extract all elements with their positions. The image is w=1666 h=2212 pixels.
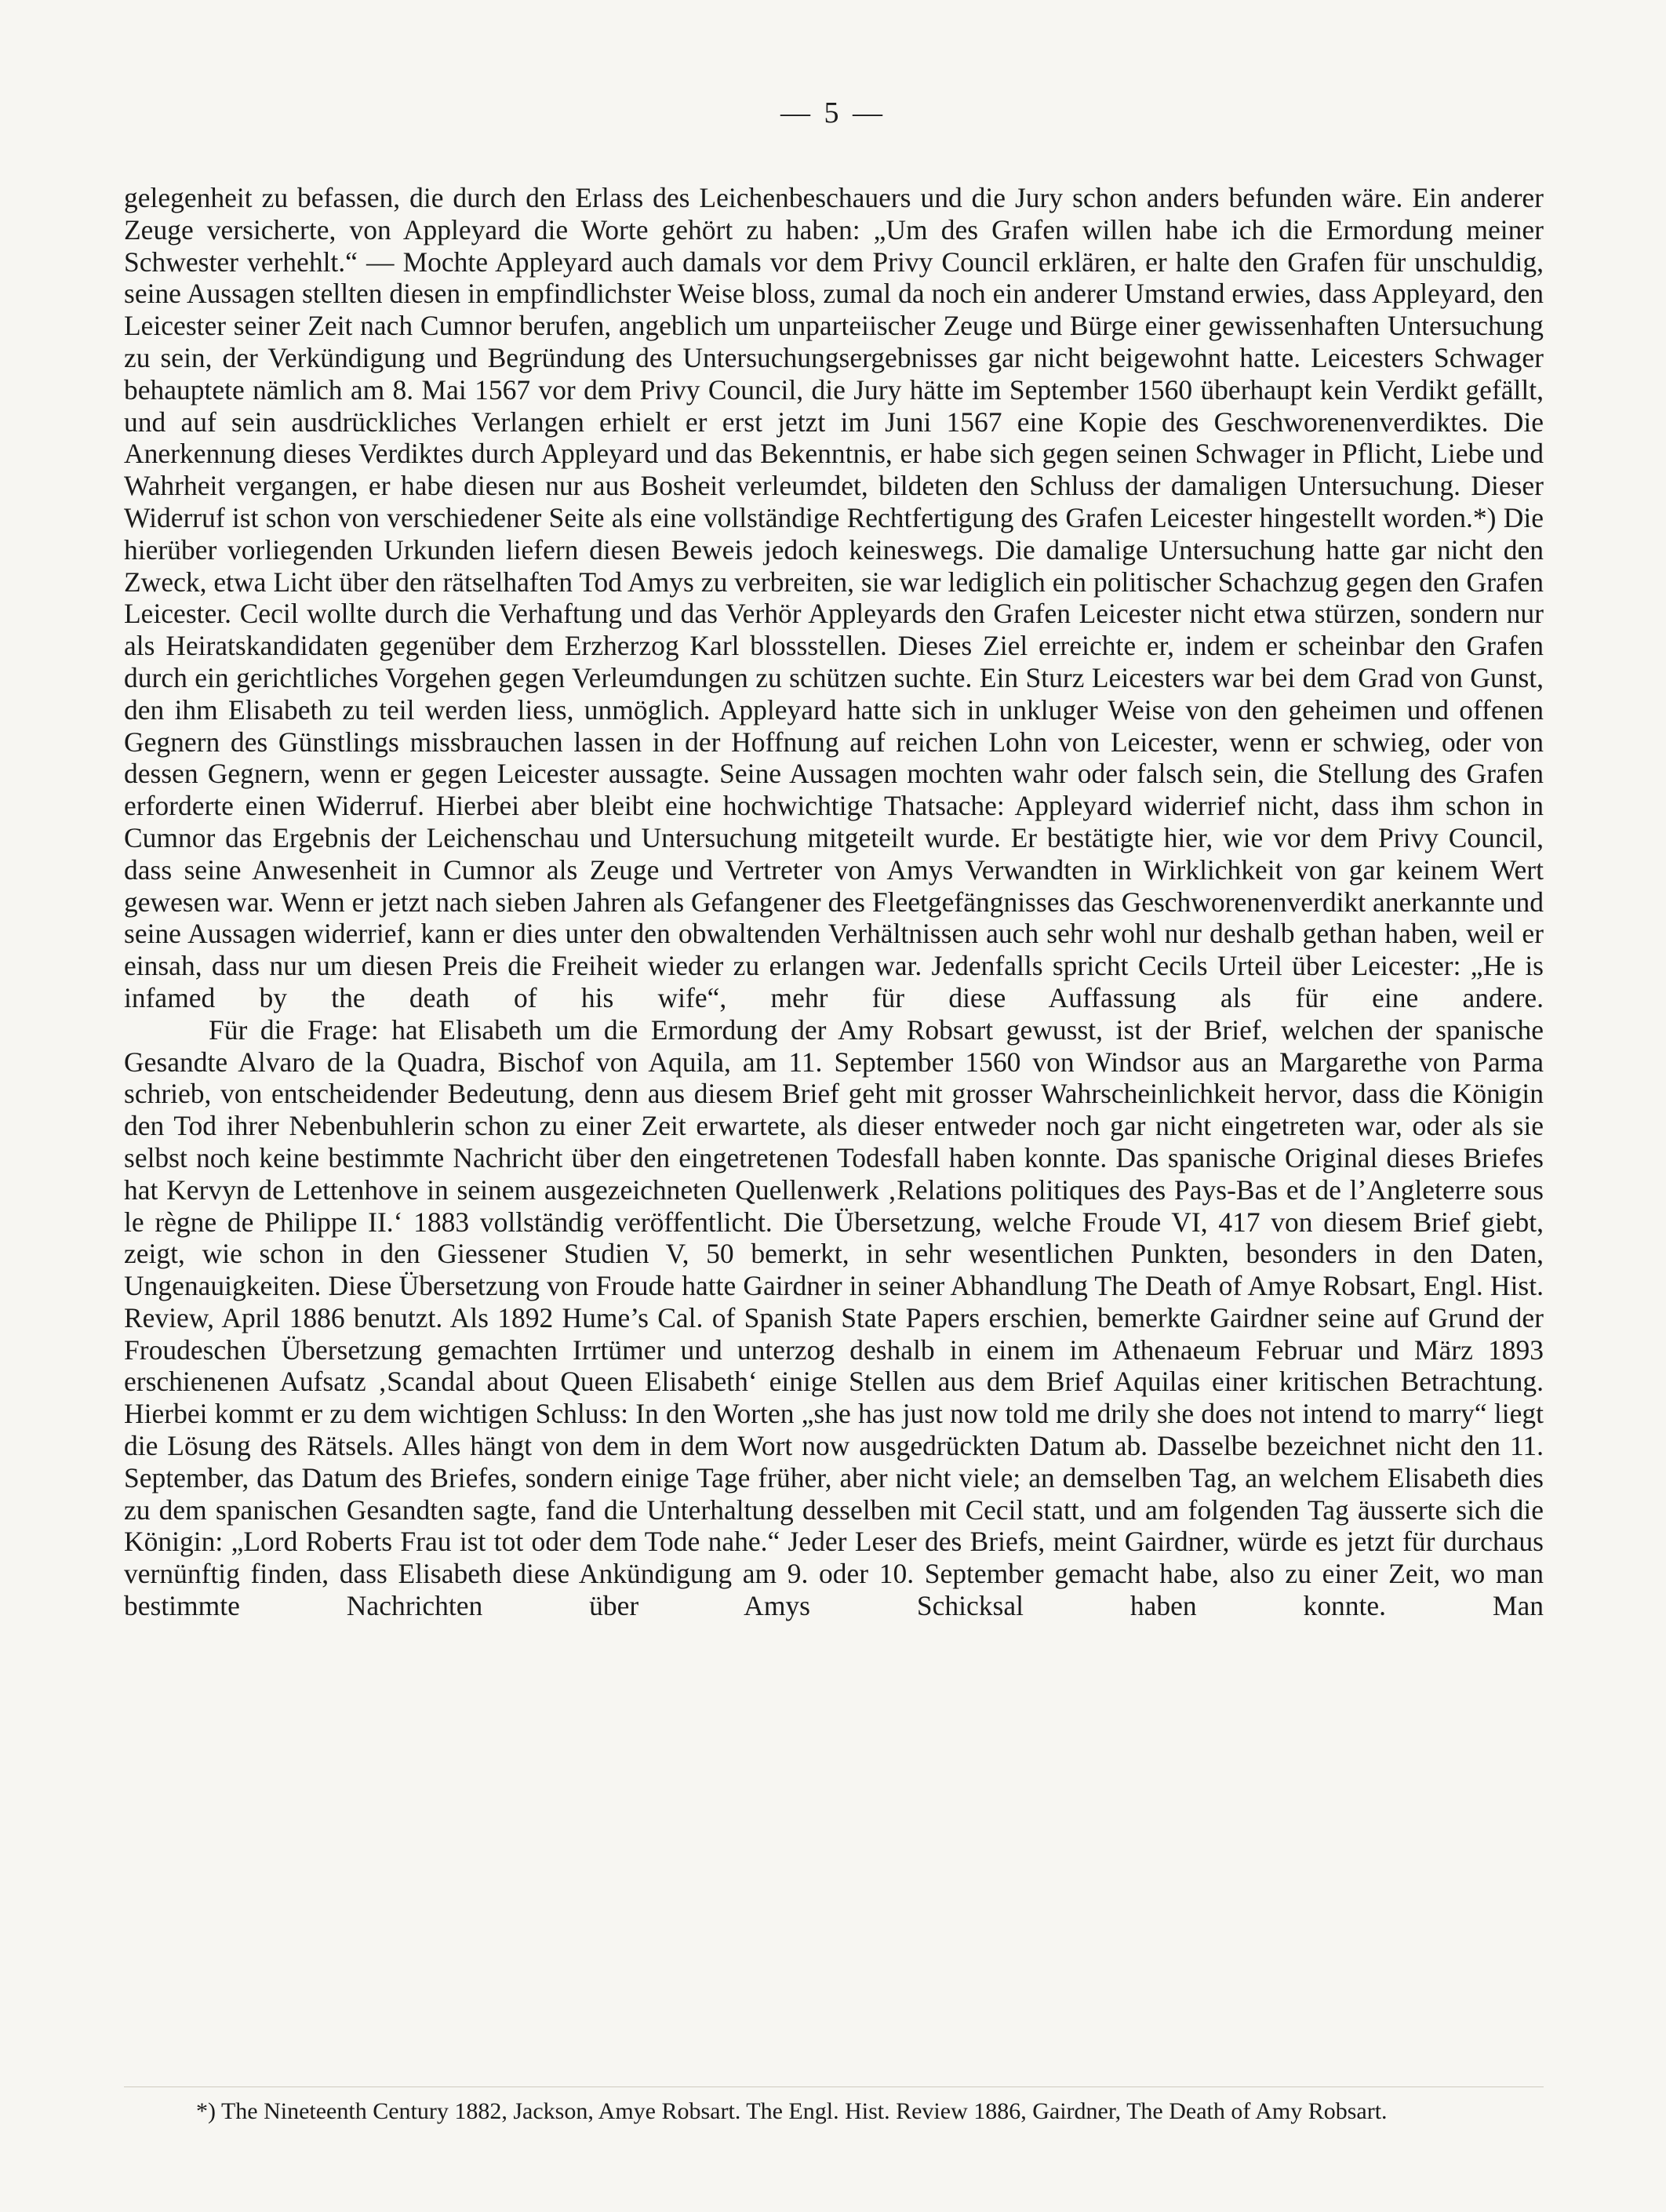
page-number: — 5 — [780, 96, 886, 129]
footnote-rule [124, 2086, 1544, 2087]
paragraph-1: gelegenheit zu befassen, die durch den Erlass des Leichenbeschauers und die Jury schon anders befunden wäre. Ein anderer Zeuge versicherte, von Appleyard die Worte gehört zu haben: „Um des Grafen willen habe ich die Ermordung meiner Schwester verhehlt.“ — Mochte Appleyard auch damals vor dem Privy Council erklären, er halte den Grafen für unschuldig, seine Aussagen stellten diesen in empfindlichster Weise bloss, zumal da noch ein anderer Umstand erwies, dass Appleyard, den Leicester seiner Zeit nach Cumnor berufen, angeblich um unparteiischer Zeuge und Bürge einer gewissenhaften Untersuchung zu sein, der Verkündigung und Begründung des Untersuchungsergebnisses gar nicht beigewohnt hatte. Leicesters Schwager behauptete nämlich am 8. Mai 1567 vor dem Privy Council, die Jury hätte im September 1560 überhaupt kein Verdikt gefällt, und auf sein ausdrückliches Verlangen erhielt er erst jetzt im Juni 1567 eine Kopie des Geschworenenverdiktes. Die Anerkennung dieses Verdiktes durch Appleyard und das Bekenntnis, er habe sich gegen seinen Schwager in Pflicht, Liebe und Wahrheit vergangen, er habe diesen nur aus Bosheit verleumdet, bildeten den Schluss der damaligen Untersuchung. Dieser Widerruf ist schon von verschiedener Seite als eine vollständige Rechtfertigung des Grafen Leicester hingestellt worden.*) Die hierüber vorliegenden Urkunden liefern diesen Beweis jedoch keineswegs. Die damalige Untersuchung hatte gar nicht den Zweck, etwa Licht über den rätselhaften Tod Amys zu verbreiten, sie war lediglich ein politischer Schachzug gegen den Grafen Leicester. Cecil wollte durch die Verhaftung und das Verhör Appleyards den Grafen Leicester nicht etwa stürzen, sondern nur als Heiratskandidaten gegenüber dem Erzherzog Karl blossstellen. Dieses Ziel erreichte er, indem er scheinbar den Grafen durch ein gerichtliches Vorgehen gegen Verleumdungen zu schützen suchte. Ein Sturz Leicesters war bei dem Grad von Gunst, den ihm Elisabeth zu teil werden liess, unmöglich. Appleyard hatte sich in unkluger Weise von den geheimen und offenen Gegnern des Günstlings missbrauchen lassen in der Hoffnung auf reichen Lohn von Leicester, wenn er schwieg, oder von dessen Gegnern, wenn er gegen Leicester aussagte. Seine Aussagen mochten wahr oder falsch sein, die Stellung des Grafen erforderte einen Widerruf. Hierbei aber bleibt eine hochwichtige Thatsache: Appleyard widerrief nicht, dass ihm schon in Cumnor das Ergebnis der Leichenschau und Untersuchung mitgeteilt wurde. Er bestätigte hier, wie vor dem Privy Council, dass seine Anwesenheit in Cumnor als Zeuge und Vertreter von Amys Verwandten in Wirklichkeit von gar keinem Wert gewesen war. Wenn er jetzt nach sieben Jahren als Gefangener des Fleetgefängnisses das Geschworenenverdikt anerkannte und seine Aussagen widerrief, kann er dies unter den obwaltenden Verhältnissen auch sehr wohl nur deshalb gethan haben, weil er einsah, dass nur um diesen Preis die Freiheit wieder zu erlangen war. Jedenfalls spricht Cecils Urteil über Leicester: „He is infamed by the death of his wife“, mehr für diese Auffassung als für eine andere. [124, 182, 1544, 1013]
footnote-text: *) The Nineteenth Century 1882, Jackson, Amye Robsart. The Engl. Hist. Review 1886, Gairdner, The Death of Amy Robsart. [196, 2098, 1388, 2124]
footnote [124, 2097, 1544, 2126]
paragraph-2: Für die Frage: hat Elisabeth um die Ermordung der Amy Robsart gewusst, ist der Brief, welchen der spanische Gesandte Alvaro de la Quadra, Bischof von Aquila, am 11. September 1560 von Windsor aus an Margarethe von Parma schrieb, von entscheidender Bedeutung, denn aus diesem Brief geht mit grosser Wahrscheinlichkeit hervor, dass die Königin den Tod ihrer Nebenbuhlerin schon zu einer Zeit erwartete, als dieser entweder noch gar nicht eingetreten war, oder als sie selbst noch keine bestimmte Nachricht über den eingetretenen Todesfall haben konnte. Das spanische Original dieses Briefes hat Kervyn de Lettenhove in seinem ausgezeichneten Quellenwerk ‚Relations politiques des Pays-Bas et de l’Angleterre sous le règne de Philippe II.‘ 1883 vollständig veröffentlicht. Die Übersetzung, welche Froude VI, 417 von diesem Brief giebt, zeigt, wie schon in den Giessener Studien V, 50 bemerkt, in sehr wesentlichen Punkten, besonders in den Daten, Ungenauigkeiten. Diese Übersetzung von Froude hatte Gairdner in seiner Abhandlung The Death of Amye Robsart, Engl. Hist. Review, April 1886 benutzt. Als 1892 Hume’s Cal. of Spanish State Papers erschien, bemerkte Gairdner seine auf Grund der Froudeschen Übersetzung gemachten Irrtümer und unterzog deshalb in einem im Athenaeum Februar und März 1893 erschienenen Aufsatz ‚Scandal about Queen Elisabeth‘ einige Stellen aus dem Brief Aquilas einer kritischen Betrachtung. Hierbei kommt er zu dem wichtigen Schluss: In den Worten „she has just now told me drily she does not intend to marry“ liegt die Lösung des Rätsels. Alles hängt von dem in dem Wort now ausgedrückten Datum ab. Dasselbe bezeichnet nicht den 11. September, das Datum des Briefes, sondern einige Tage früher, aber nicht viele; an demselben Tag, an welchem Elisabeth dies zu dem spanischen Gesandten sagte, fand die Unterhaltung desselben mit Cecil statt, und am folgenden Tag äusserte sich die Königin: „Lord Roberts Frau ist tot oder dem Tode nahe.“ Jeder Leser des Briefs, meint Gairdner, würde es jetzt für durchaus vernünftig finden, dass Elisabeth diese Ankündigung am 9. oder 10. September gemacht habe, also zu einer Zeit, wo man bestimmte Nachrichten über Amys Schicksal haben konnte. Man [124, 1013, 1544, 1622]
body-text [124, 182, 1544, 1622]
